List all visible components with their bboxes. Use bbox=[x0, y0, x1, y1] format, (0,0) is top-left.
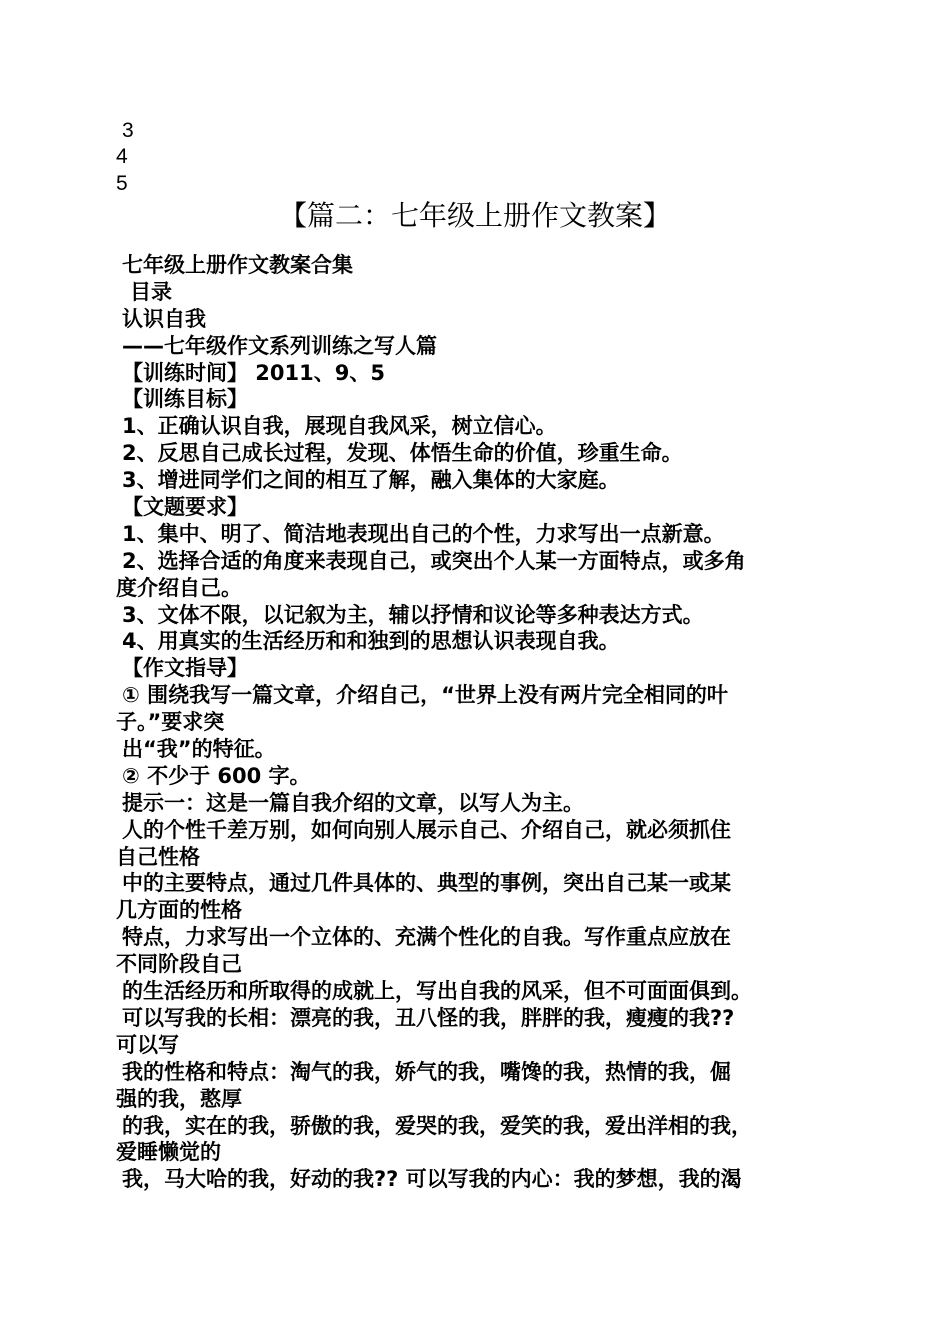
document-body bbox=[116, 252, 836, 1193]
doc-title: 七年级上册作文教案合集 bbox=[122, 253, 353, 277]
text-line: 自己性格 bbox=[116, 844, 200, 869]
text-line: 人的个性千差万别，如何向别人展示自己、介绍自己，就必须抓住 bbox=[122, 817, 731, 842]
topic-subtitle: ——七年级作文系列训练之写人篇 bbox=[122, 333, 437, 358]
text-line: 2、反思自己成长过程，发现、体悟生命的价值，珍重生命。 bbox=[122, 441, 683, 466]
topic-title: 认识自我 bbox=[122, 306, 206, 331]
text-line: 强的我，憨厚 bbox=[116, 1086, 242, 1111]
text-line: 3、文体不限，以记叙为主，辅以抒情和议论等多种表达方式。 bbox=[122, 602, 704, 627]
text-line: ① 围绕我写一篇文章，介绍自己，“世界上没有两片完全相同的叶 bbox=[122, 683, 728, 708]
text-line: 可以写我的长相：漂亮的我，丑八怪的我，胖胖的我，瘦瘦的我?? bbox=[122, 1005, 735, 1030]
text-line: 【文题要求】 bbox=[122, 495, 248, 520]
text-line: 【训练时间】 2011、9、5 bbox=[122, 360, 385, 385]
text-line: 特点，力求写出一个立体的、充满个性化的自我。写作重点应放在 bbox=[122, 925, 731, 950]
text-line: 我，马大哈的我，好动的我?? 可以写我的内心：我的梦想，我的渴 bbox=[122, 1167, 742, 1192]
text-line: 几方面的性格 bbox=[116, 898, 242, 923]
text-line: 不同阶段自己 bbox=[116, 952, 242, 977]
text-line: 出“我”的特征。 bbox=[122, 737, 276, 762]
text-line: 我的性格和特点：淘气的我，娇气的我，嘴馋的我，热情的我，倔 bbox=[122, 1059, 731, 1084]
text-line: 度介绍自己。 bbox=[116, 575, 242, 600]
text-line: 子。”要求突 bbox=[116, 710, 225, 735]
text-line: 4、用真实的生活经历和和独到的思想认识表现自我。 bbox=[122, 629, 620, 654]
text-line: 的我，实在的我，骄傲的我，爱哭的我，爱笑的我，爱出洋相的我， bbox=[122, 1113, 752, 1138]
text-line: 的生活经历和所取得的成就上，写出自我的风采，但不可面面俱到。 bbox=[122, 979, 752, 1004]
toc-label: 目录 bbox=[130, 279, 172, 304]
text-line: 提示一：这是一篇自我介绍的文章，以写人为主。 bbox=[122, 790, 584, 815]
text-line: 【作文指导】 bbox=[122, 656, 248, 681]
text-line: 2、选择合适的角度来表现自己，或突出个人某一方面特点，或多角 bbox=[122, 548, 746, 573]
text-line: 【训练目标】 bbox=[122, 387, 248, 412]
page-number-3: 3 bbox=[122, 119, 134, 142]
text-line: 爱睡懒觉的 bbox=[116, 1140, 221, 1165]
text-line: ② 不少于 600 字。 bbox=[122, 763, 311, 788]
page-number-5: 5 bbox=[116, 172, 128, 195]
page-number-4: 4 bbox=[116, 145, 128, 168]
text-line: 3、增进同学们之间的相互了解，融入集体的大家庭。 bbox=[122, 468, 620, 493]
section-heading: 【篇二：七年级上册作文教案】 bbox=[278, 199, 671, 232]
text-line: 1、集中、明了、简洁地表现出自己的个性，力求写出一点新意。 bbox=[122, 521, 725, 546]
text-line: 中的主要特点，通过几件具体的、典型的事例，突出自己某一或某 bbox=[122, 871, 731, 896]
text-line: 可以写 bbox=[116, 1032, 179, 1057]
text-line: 1、正确认识自我，展现自我风采，树立信心。 bbox=[122, 414, 557, 439]
